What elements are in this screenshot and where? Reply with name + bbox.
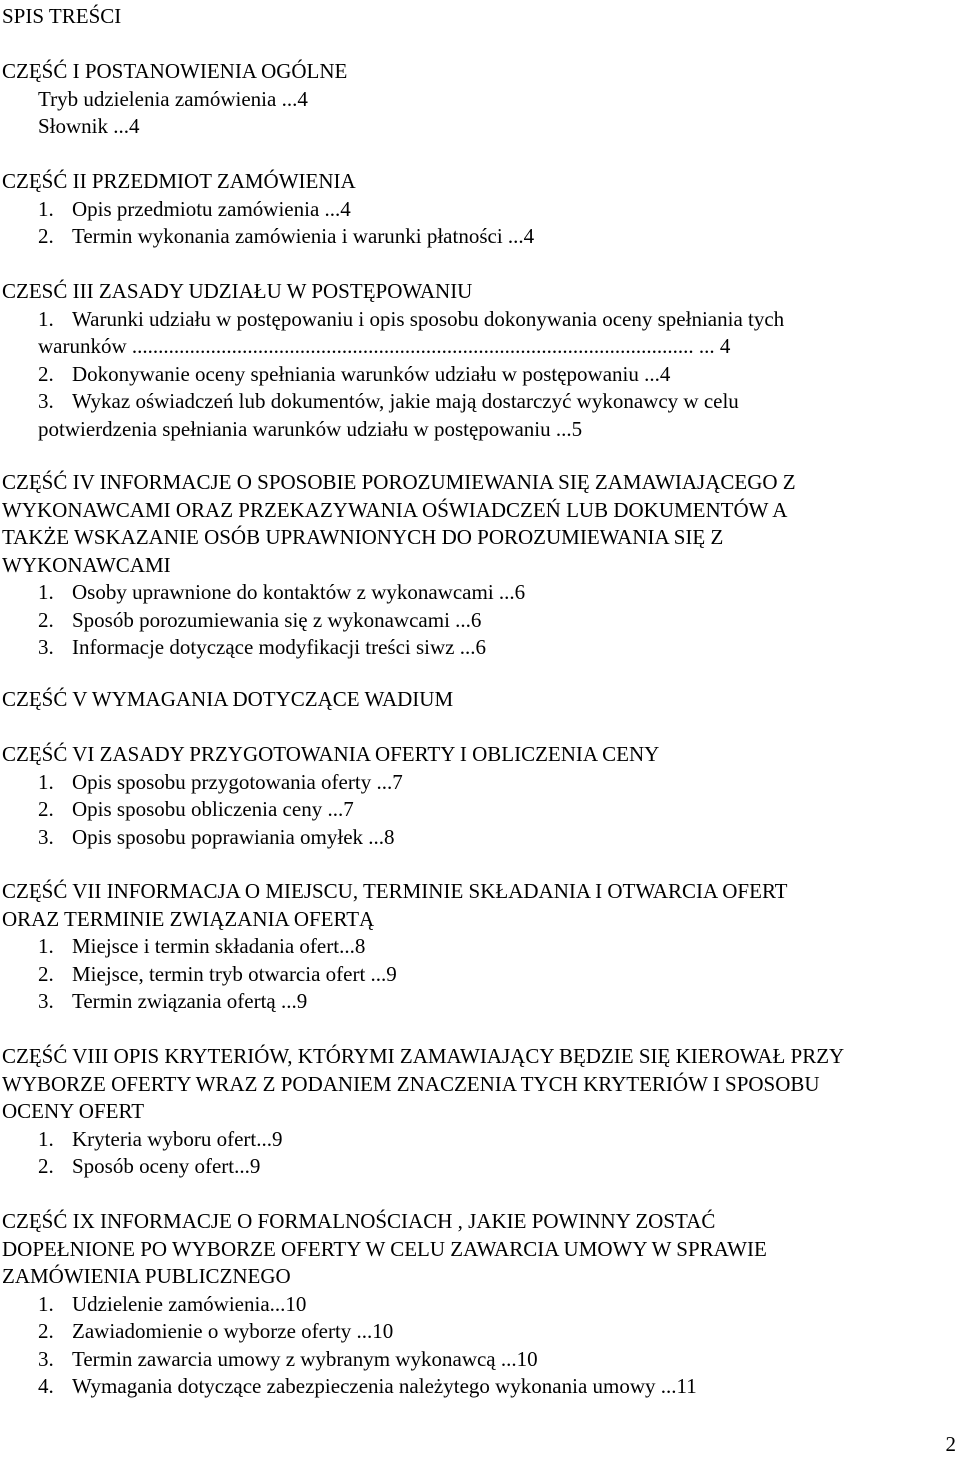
entry-number: 1. [38, 1126, 54, 1151]
entry-number: 2. [38, 607, 54, 632]
entry-number: 2. [38, 961, 54, 986]
entry-text: Osoby uprawnione do kontaktów z wykonawcami ...6 [72, 580, 526, 604]
toc-section [2, 741, 952, 851]
section-heading: CZĘŚĆ IV INFORMACJE O SPOSOBIE POROZUMIEWANIA SIĘ ZAMAWIAJĄCEGO Z [2, 470, 796, 494]
toc-entry-continuation: potwierdzenia spełniania warunków udziału w postępowaniu ...5 [38, 416, 583, 441]
entry-text: Opis sposobu przygotowania oferty ...7 [72, 769, 403, 794]
toc-entry[interactable] [2, 1373, 952, 1401]
toc-entry[interactable] [2, 579, 952, 607]
entry-number: 2. [38, 797, 54, 821]
toc-section [2, 58, 952, 141]
section-heading: DOPEŁNIONE PO WYBORZE OFERTY W CELU ZAWARCIA UMOWY W SPRAWIE [2, 1236, 767, 1261]
section-heading: WYBORZE OFERTY WRAZ Z PODANIEM ZNACZENIA TYCH KRYTERIÓW I SPOSOBU [2, 1071, 820, 1096]
entry-text: Opis sposobu poprawiania omyłek ...8 [72, 824, 395, 849]
toc-entry[interactable] [2, 196, 952, 224]
entry-number: 1. [38, 580, 54, 604]
toc-entry[interactable] [2, 86, 952, 114]
section-heading: WYKONAWCAMI [2, 552, 171, 577]
toc-entry[interactable] [2, 769, 952, 797]
toc-section [2, 469, 952, 662]
toc-entry[interactable] [2, 961, 952, 989]
entry-number: 1. [38, 769, 54, 794]
section-heading: CZĘŚĆ I POSTANOWIENIA OGÓLNE [2, 59, 348, 83]
section-heading: ORAZ TERMINIE ZWIĄZANIA OFERTĄ [2, 906, 375, 931]
entry-text: Sposób porozumiewania się z wykonawcami ...6 [72, 607, 482, 632]
section-heading: CZĘŚĆ VI ZASADY PRZYGOTOWANIA OFERTY I OBLICZENIA CENY [2, 742, 660, 766]
section-heading: ZAMÓWIENIA PUBLICZNEGO [2, 1264, 291, 1288]
toc-entry[interactable] [2, 1291, 952, 1319]
toc-section [2, 1043, 952, 1181]
entry-number: 3. [38, 989, 54, 1013]
entry-text: Sposób oceny ofert...9 [72, 1154, 261, 1178]
entry-text: Wymagania dotyczące zabezpieczenia należytego wykonania umowy ...11 [72, 1374, 697, 1398]
section-heading: CZESĆ III ZASADY UDZIAŁU W POSTĘPOWANIU [2, 279, 473, 303]
entry-text: Warunki udziału w postępowaniu i opis sposobu dokonywania oceny spełniania tych [72, 306, 785, 331]
section-heading: CZĘŚĆ IX INFORMACJE O FORMALNOŚCIACH , JAKIE POWINNY ZOSTAĆ [2, 1209, 716, 1233]
entry-number: 2. [38, 361, 54, 386]
entry-number: 3. [38, 389, 54, 413]
entry-text: Udzielenie zamówienia...10 [72, 1291, 307, 1316]
entry-number: 1. [38, 196, 54, 221]
toc-section [2, 168, 952, 251]
entry-number: 2. [38, 1319, 54, 1343]
entry-number: 2. [38, 224, 54, 248]
section-heading: CZĘŚĆ II PRZEDMIOT ZAMÓWIENIA [2, 169, 356, 193]
toc-entry[interactable] [2, 634, 952, 662]
entry-text: Miejsce, termin tryb otwarcia ofert ...9 [72, 961, 397, 986]
entry-text: Kryteria wyboru ofert...9 [72, 1126, 283, 1151]
entry-number: 3. [38, 824, 54, 849]
entry-number: 2. [38, 1154, 54, 1178]
entry-number: 1. [38, 306, 54, 331]
section-heading: CZĘŚĆ VII INFORMACJA O MIEJSCU, TERMINIE SKŁADANIA I OTWARCIA OFERT [2, 879, 788, 903]
entry-number: 3. [38, 1346, 54, 1371]
entry-text: Termin związania ofertą ...9 [72, 989, 308, 1013]
toc-entry[interactable] [2, 607, 952, 635]
toc-entry[interactable] [2, 1126, 952, 1154]
entry-text: Opis przedmiotu zamówienia ...4 [72, 196, 351, 221]
toc-title: SPIS TREŚCI [2, 4, 122, 28]
entry-text: Termin zawarcia umowy z wybranym wykonawcą ...10 [72, 1346, 538, 1371]
entry-text: Informacje dotyczące modyfikacji treści siwz ...6 [72, 635, 486, 659]
entry-text: Tryb udzielenia zamówienia ...4 [38, 86, 308, 111]
entry-text: Dokonywanie oceny spełniania warunków udziału w postępowaniu ...4 [72, 361, 671, 386]
section-heading: OCENY OFERT [2, 1099, 145, 1123]
entry-number: 1. [38, 1291, 54, 1316]
toc-entry[interactable] [2, 1318, 952, 1346]
section-heading: CZĘŚĆ V WYMAGANIA DOTYCZĄCE WADIUM [2, 687, 454, 711]
toc-entry[interactable] [2, 933, 952, 961]
toc-section [2, 1208, 952, 1401]
entry-text: Miejsce i termin składania ofert...8 [72, 934, 366, 958]
entry-number: 4. [38, 1374, 54, 1398]
toc-section [2, 686, 952, 714]
section-heading: TAKŻE WSKAZANIE OSÓB UPRAWNIONYCH DO POROZUMIEWANIA SIĘ Z [2, 525, 724, 549]
entry-text: Wykaz oświadczeń lub dokumentów, jakie mają dostarczyć wykonawcy w celu [72, 389, 739, 413]
section-heading: WYKONAWCAMI ORAZ PRZEKAZYWANIA OŚWIADCZEŃ LUB DOKUMENTÓW A [2, 497, 788, 522]
toc-entry[interactable] [2, 306, 952, 334]
entry-text: Słownik ...4 [38, 114, 140, 138]
toc-entry-continuation: warunków ........................................................................................................... ... 4 [38, 334, 731, 358]
entry-number: 1. [38, 934, 54, 958]
toc-entry[interactable] [2, 1346, 952, 1374]
toc-entry[interactable] [2, 824, 952, 852]
entry-number: 3. [38, 635, 54, 659]
toc-entry[interactable] [2, 796, 952, 824]
toc-entry[interactable] [2, 988, 952, 1016]
section-heading: CZĘŚĆ VIII OPIS KRYTERIÓW, KTÓRYMI ZAMAWIAJĄCY BĘDZIE SIĘ KIEROWAŁ PRZY [2, 1044, 845, 1068]
toc-entry[interactable] [2, 1153, 952, 1181]
toc-section [2, 878, 952, 1016]
toc-entry[interactable] [2, 388, 952, 416]
page-number: 2 [945, 1432, 956, 1456]
entry-text: Termin wykonania zamówienia i warunki płatności ...4 [72, 224, 535, 248]
toc-entry[interactable] [2, 113, 952, 141]
toc-section [2, 278, 952, 443]
toc-entry[interactable] [2, 223, 952, 251]
entry-text: Opis sposobu obliczenia ceny ...7 [72, 797, 354, 821]
entry-text: Zawiadomienie o wyborze oferty ...10 [72, 1319, 394, 1343]
toc-entry[interactable] [2, 361, 952, 389]
